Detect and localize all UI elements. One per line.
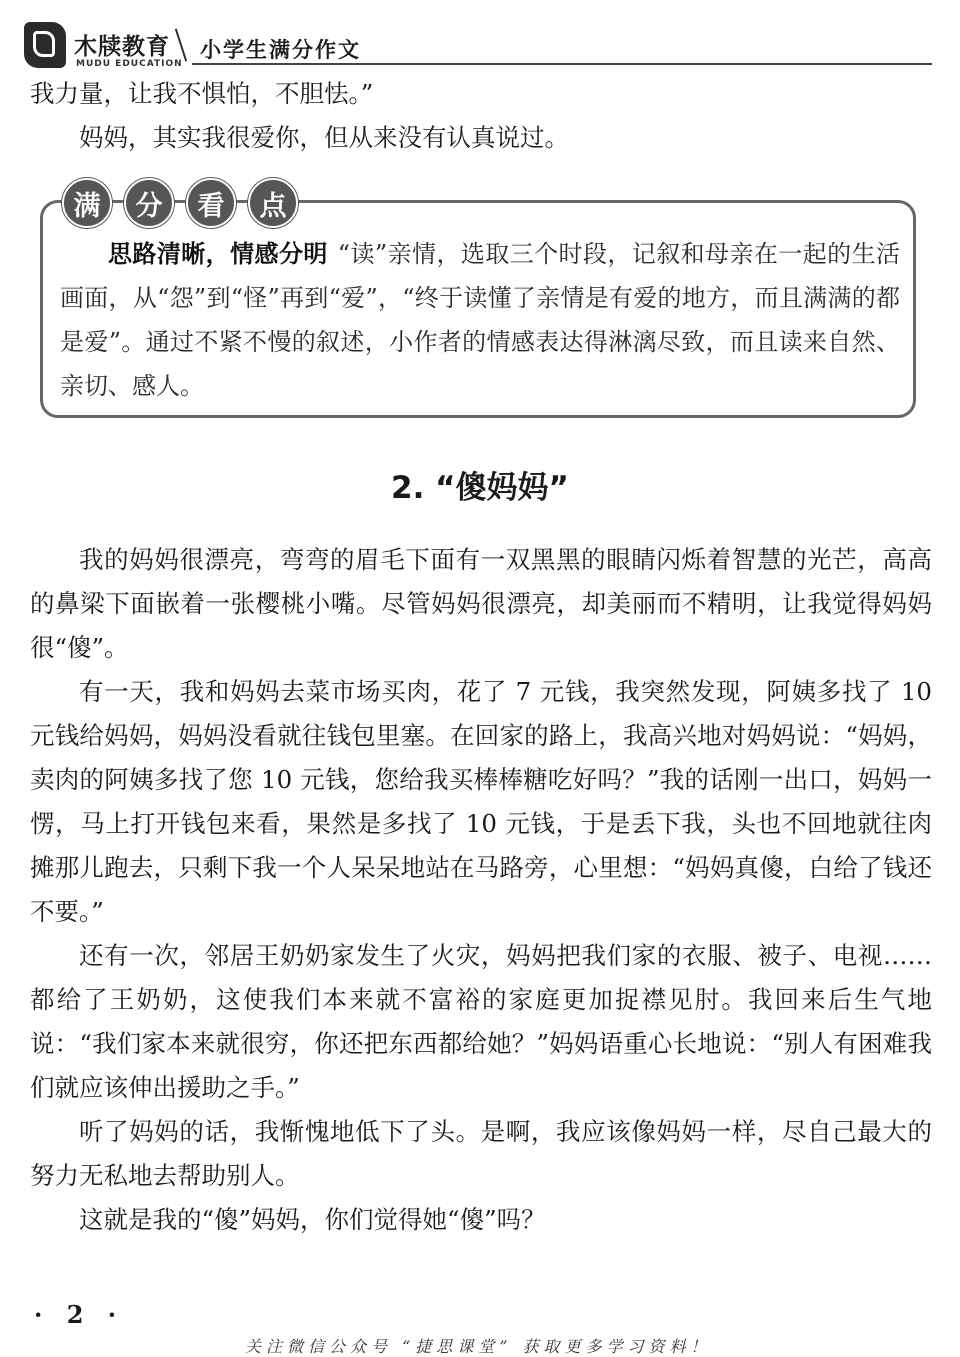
- highlight-badges: [62, 178, 298, 224]
- highlight-lead: 思路清晰，情感分明: [108, 240, 328, 268]
- page-header: [22, 22, 932, 74]
- highlight-paragraph: [60, 232, 900, 408]
- brand-name: 木牍教育: [74, 34, 170, 60]
- header-rule: [192, 63, 932, 65]
- essay1-paragraph: 妈妈，其实我很爱你，但从来没有认真说过。: [79, 123, 569, 152]
- essay1-ending: [30, 72, 932, 160]
- brand-name-english: MUDU EDUCATION: [76, 59, 183, 69]
- highlight-text: “读”亲情，选取三个时段，记叙和母亲在一起的生活画面，从“怨”到“怪”再到“爱”，“终于读懂了亲情是有爱的地方，而且满满的都是爱”。通过不紧不慢的叙述，小作者的情感表达得淋漓尽致，而且读来自然、亲切、感人。: [60, 240, 901, 400]
- essay2-paragraph: 我的妈妈很漂亮，弯弯的眉毛下面有一双黑黑的眼睛闪烁着智慧的光芒，高高的鼻梁下面嵌着一张樱桃小嘴。尽管妈妈很漂亮，却美丽而不精明，让我觉得妈妈很“傻”。: [30, 545, 932, 662]
- header-divider: [175, 29, 187, 62]
- essay2-title: 2. “傻妈妈”: [391, 470, 569, 506]
- essay2-paragraph: 听了妈妈的话，我惭愧地低下了头。是啊，我应该像妈妈一样，尽自己最大的努力无私地去帮助别人。: [30, 1117, 932, 1190]
- essay2-paragraph: 有一天，我和妈妈去菜市场买肉，花了 7 元钱，我突然发现，阿姨多找了 10 元钱给妈妈，妈妈没看就往钱包里塞。在回家的路上，我高兴地对妈妈说：“妈妈，卖肉的阿姨多找了您 10 元钱，您给我买棒棒糖吃好吗？”我的话刚一出口，妈妈一愣，马上打开钱包来看，果然是多找了 10 元钱，于是丢下我，头也不回地就往肉摊那儿跑去，只剩下我一个人呆呆地站在马路旁，心里想：“妈妈真傻，白给了钱还不要。”: [30, 677, 932, 926]
- footer-note: 关注微信公众号 “捷思课堂” 获取更多学习资料！: [245, 1337, 712, 1356]
- essay2-paragraph: 还有一次，邻居王奶奶家发生了火灾，妈妈把我们家的衣服、被子、电视……都给了王奶奶，这使我们本来就不富裕的家庭更加捉襟见肘。我回来后生气地说：“我们家本来就很穷，你还把东西都给她？”妈妈语重心长地说：“别人有困难我们就应该伸出援助之手。”: [30, 941, 932, 1102]
- badge-char: 分: [124, 178, 174, 228]
- book-title: 小学生满分作文: [200, 38, 361, 62]
- essay1-paragraph: 我力量，让我不惧怕，不胆怯。”: [30, 79, 374, 108]
- highlight-content: [60, 232, 900, 408]
- badge-char: 满: [62, 178, 112, 228]
- brand-logo-icon: [24, 22, 66, 68]
- essay2-paragraph: 这就是我的“傻”妈妈，你们觉得她“傻”吗？: [79, 1205, 546, 1234]
- badge-char: 看: [186, 178, 236, 228]
- essay2-body: [30, 538, 932, 1242]
- badge-char: 点: [248, 178, 298, 228]
- page-number: · 2 ·: [34, 1300, 125, 1329]
